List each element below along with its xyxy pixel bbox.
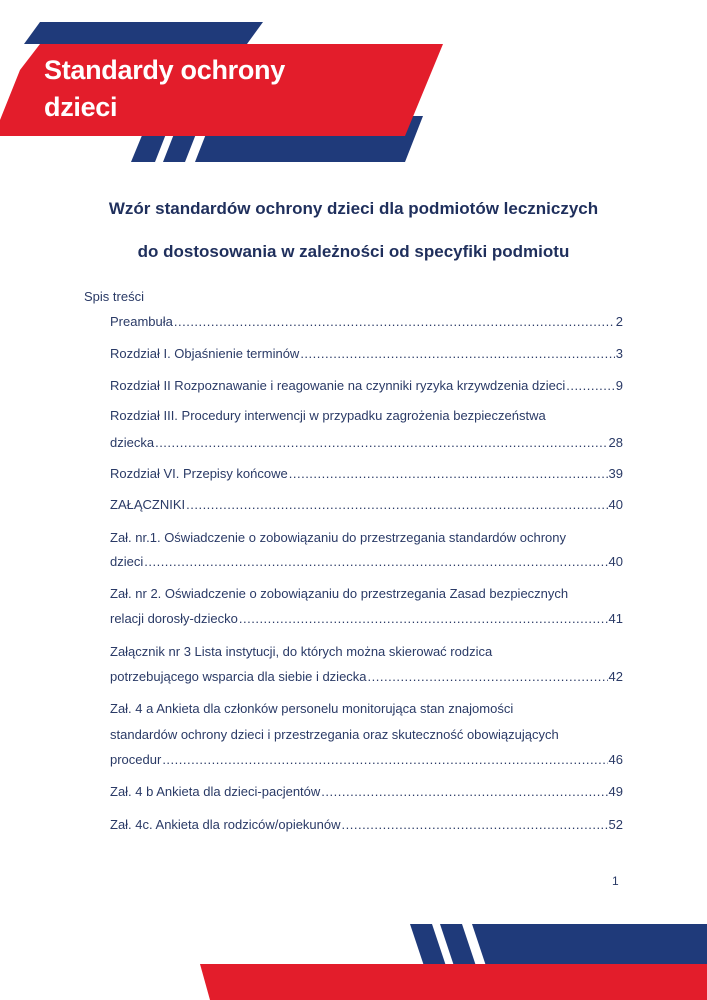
footer-banner <box>0 910 707 1000</box>
toc-leader-dots <box>239 610 608 628</box>
toc-entry-page: 40 <box>608 497 623 512</box>
toc-entry-zal-2-line-1[interactable]: Zał. nr 2. Oświadczenie o zobowiązaniu do przestrzegania Zasad bezpiecznych <box>110 586 569 601</box>
toc-entry-zal-2[interactable] <box>110 610 623 628</box>
toc-entry-zal-4a-line-2[interactable]: standardów ochrony dzieci i przestrzegania oraz skuteczność obowiązujących <box>110 727 559 742</box>
toc-leader-dots <box>342 816 608 834</box>
toc-entry-text: Preambuła <box>110 314 173 329</box>
toc-entry-rozdzial-6[interactable] <box>110 465 623 483</box>
toc-entry-text: potrzebującego wsparcia dla siebie i dziecka <box>110 669 367 684</box>
toc-leader-dots <box>174 313 615 331</box>
toc-entry-rozdzial-3-line-1[interactable]: Rozdział III. Procedury interwencji w przypadku zagrożenia bezpieczeństwa <box>110 408 546 423</box>
toc-leader-dots <box>162 751 607 769</box>
toc-entry-preambula[interactable] <box>110 313 623 331</box>
toc-entry-page: 39 <box>608 466 623 481</box>
toc-leader-dots <box>300 345 614 363</box>
toc-entry-rozdzial-2[interactable] <box>110 377 623 395</box>
toc-entry-page: 41 <box>608 611 623 626</box>
toc-entry-page: 3 <box>615 346 623 361</box>
toc-entry-rozdzial-3[interactable] <box>110 434 623 452</box>
toc-entry-text: Rozdział VI. Przepisy końcowe <box>110 466 288 481</box>
toc-entry-zal-1-line-1[interactable]: Zał. nr.1. Oświadczenie o zobowiązaniu do przestrzegania standardów ochrony <box>110 530 566 545</box>
toc-entry-text: Rozdział I. Objaśnienie terminów <box>110 346 300 361</box>
toc-heading: Spis treści <box>84 289 144 304</box>
toc-entry-text: dzieci <box>110 554 144 569</box>
toc-entry-page: 2 <box>615 314 623 329</box>
toc-entry-zal-4a-line-1[interactable]: Zał. 4 a Ankieta dla członków personelu monitorująca stan znajomości <box>110 701 514 716</box>
toc-entry-page: 52 <box>608 817 623 832</box>
toc-entry-zal-4c[interactable] <box>110 816 623 834</box>
header-banner <box>0 0 707 180</box>
toc-leader-dots <box>186 496 607 514</box>
document-title-line-1: Wzór standardów ochrony dzieci dla podmiotów leczniczych <box>108 199 599 218</box>
toc-entry-zal-3-line-1[interactable]: Załącznik nr 3 Lista instytucji, do których można skierować rodzica <box>110 644 493 659</box>
toc-entry-page: 28 <box>608 435 623 450</box>
header-title-line-1: Standardy ochrony <box>44 55 285 85</box>
header-title-line-2: dzieci <box>44 92 118 122</box>
toc-entry-text: dziecka <box>110 435 155 450</box>
toc-entry-page: 40 <box>608 554 623 569</box>
toc-entry-zal-4a[interactable] <box>110 751 623 769</box>
toc-entry-zal-4b[interactable] <box>110 783 623 801</box>
toc-entry-zal-3[interactable] <box>110 668 623 686</box>
toc-entry-text: Rozdział II Rozpoznawanie i reagowanie na czynniki ryzyka krzywdzenia dzieci <box>110 378 566 393</box>
toc-entry-page: 42 <box>608 669 623 684</box>
footer-banner-graphic <box>0 910 707 1000</box>
toc-leader-dots <box>368 668 608 686</box>
toc-entry-page: 49 <box>608 784 623 799</box>
toc-entry-text: Zał. 4 b Ankieta dla dzieci-pacjentów <box>110 784 321 799</box>
header-title <box>44 52 285 126</box>
toc-entry-text: Zał. 4c. Ankieta dla rodziców/opiekunów <box>110 817 341 832</box>
toc-leader-dots <box>144 553 607 571</box>
toc-entry-zal-1[interactable] <box>110 553 623 571</box>
toc-entry-rozdzial-1[interactable] <box>110 345 623 363</box>
toc-entry-text: relacji dorosły-dziecko <box>110 611 238 626</box>
toc-leader-dots <box>155 434 607 452</box>
toc-entry-page: 9 <box>615 378 623 393</box>
toc-entry-text: procedur <box>110 752 162 767</box>
document-title-line-2: do dostosowania w zależności od specyfiki podmiotu <box>137 242 570 261</box>
toc-entry-zalaczniki[interactable] <box>110 496 623 514</box>
toc-entry-page: 46 <box>608 752 623 767</box>
toc-leader-dots <box>289 465 608 483</box>
toc-leader-dots <box>321 783 607 801</box>
toc-leader-dots <box>566 377 615 395</box>
page-number: 1 <box>612 874 619 888</box>
toc-entry-text: ZAŁĄCZNIKI <box>110 497 186 512</box>
